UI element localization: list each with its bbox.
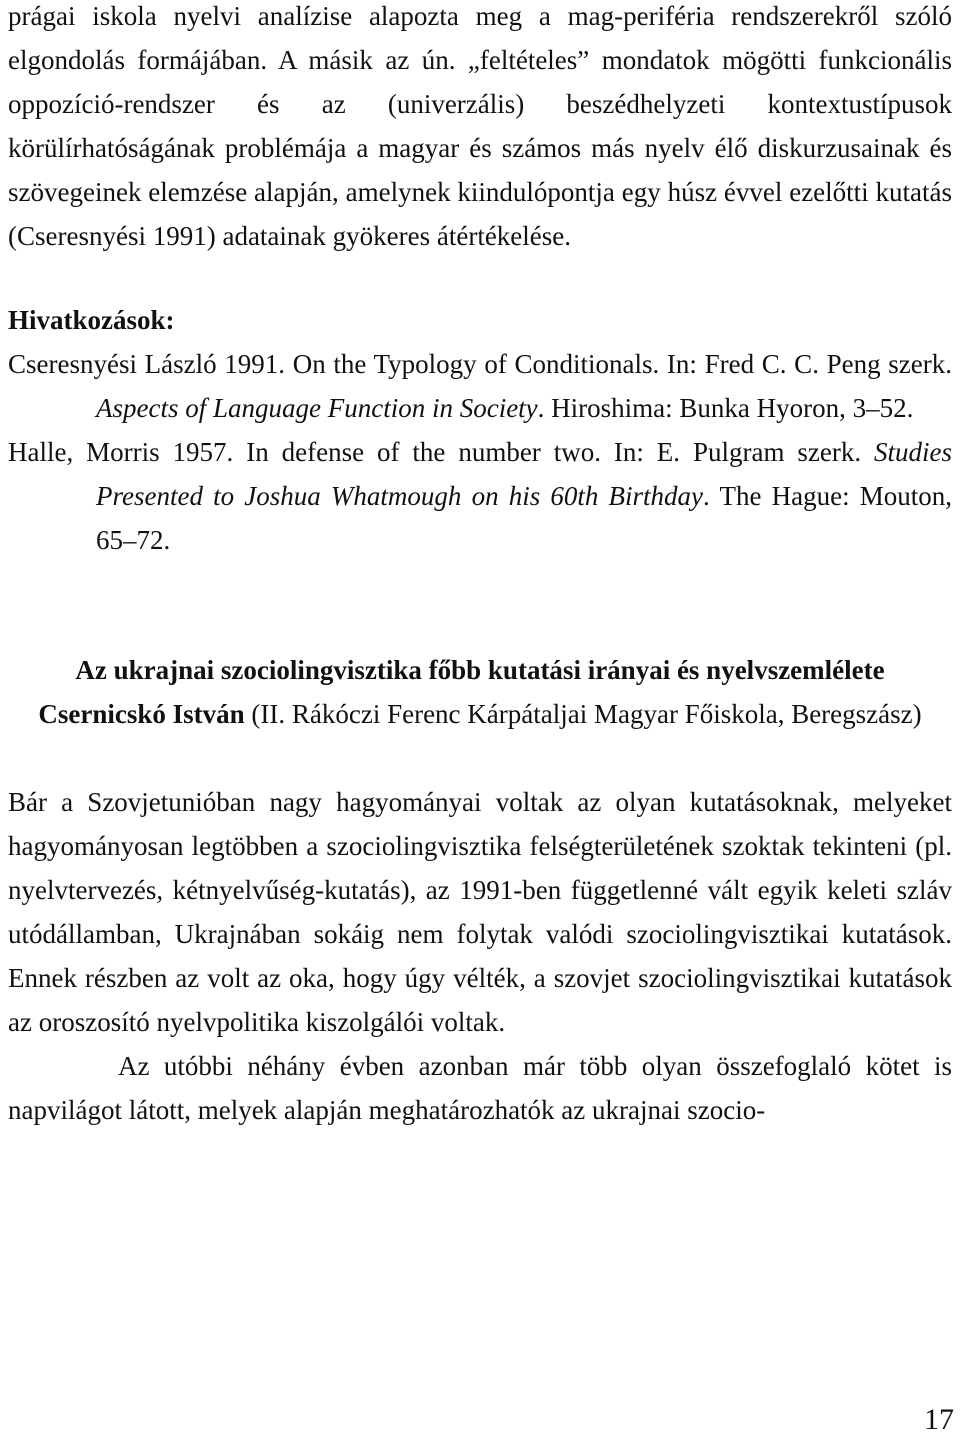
author-name: Csernicskó István [38,699,245,729]
reference-item: Cseresnyési László 1991. On the Typology of Conditionals. In: Fred C. C. Peng szerk. Aspects of Language Function in Society. Hiroshima: Bunka Hyoron, 3–52. [8,349,952,423]
reference-item: Halle, Morris 1957. In defense of the number two. In: E. Pulgram szerk. Studies Presented to Joshua Whatmough on his 60th Birthday. The Hague: Mouton, 65–72. [8,437,952,555]
document-page [8,0,952,1440]
intro-paragraph: prágai iskola nyelvi analízise alapozta meg a mag-periféria rendszerekről szóló elgondolás formájában. A másik az ún. „feltételes” mondatok mögötti funkcionális oppozíció-rendszer és az (univerzális) beszédhelyzeti kontextustípusok körülírhatóságának problémája a magyar és számos más nyelv élő diskurzusainak és szövegeinek elemzése alapján, amelynek kiindulópontja egy húsz évvel ezelőtti kutatás (Cseresnyési 1991) adatainak gyökeres átértékelése. [8,1,952,251]
author-affiliation: (II. Rákóczi Ferenc Kárpátaljai Magyar Főiskola, Beregszász) [244,699,922,729]
body-paragraph: Az utóbbi néhány évben azonban már több olyan összefoglaló kötet is napvilágot látott, melyek alapján meghatározhatók az ukrajnai szocio- [8,1051,952,1125]
reference-title: Studies Presented to Joshua Whatmough on his 60th Birthday [96,437,952,511]
page-number: 17 [924,1403,954,1436]
author-line [8,692,952,736]
reference-title: Aspects of Language Function in Society [96,393,538,423]
body-paragraph: Bár a Szovjetunióban nagy hagyományai voltak az olyan kutatásoknak, melyeket hagyományosan legtöbben a szociolingvisztika felségterületének szoktak tekinteni (pl. nyelvtervezés, kétnyelvűség-kutatás), az 1991-ben függetlenné vált egyik keleti szláv utódállamban, Ukrajnában sokáig nem folytak valódi szociolingvisztikai kutatások. Ennek részben az volt az oka, hogy úgy vélték, a szovjet szociolingvisztikai kutatások az oroszosító nyelvpolitika kiszolgálói voltak. [8,787,952,1037]
article-title: Az ukrajnai szociolingvisztika főbb kutatási irányai és nyelvszemlélete [75,655,885,685]
references-heading: Hivatkozások: [8,305,175,335]
